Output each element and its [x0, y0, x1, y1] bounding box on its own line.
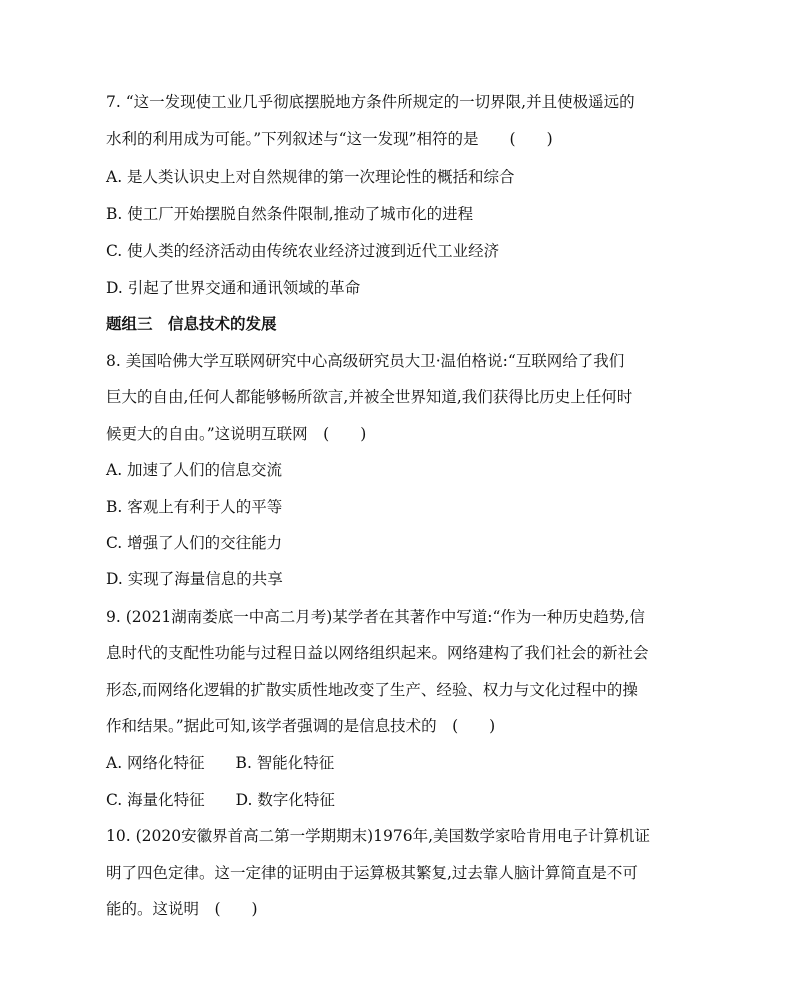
q9-stem-line1: 9. (2021湖南娄底一中高二月考)某学者在其著作中写道:“作为一种历史趋势,信	[106, 608, 645, 626]
q7-option-b: B. 使工厂开始摆脱自然条件限制,推动了城市化的进程	[106, 205, 474, 223]
q9-stem-line4: 作和结果。”据此可知,该学者强调的是信息技术的 ( )	[106, 717, 496, 735]
q9-options-row1: A. 网络化特征 B. 智能化特征	[106, 754, 335, 772]
q8-option-b: B. 客观上有利于人的平等	[106, 498, 283, 516]
q9-options-row2: C. 海量化特征 D. 数字化特征	[106, 791, 335, 809]
q8-option-d: D. 实现了海量信息的共享	[106, 570, 283, 588]
q8-stem-line2: 巨大的自由,任何人都能够畅所欲言,并被全世界知道,我们获得比历史上任何时	[106, 388, 633, 406]
q10-stem-line2: 明了四色定律。这一定律的证明由于运算极其繁复,过去靠人脑计算简直是不可	[106, 864, 638, 882]
q8-stem-line1: 8. 美国哈佛大学互联网研究中心高级研究员大卫·温伯格说:“互联网给了我们	[106, 352, 625, 370]
q7-option-c: C. 使人类的经济活动由传统农业经济过渡到近代工业经济	[106, 242, 500, 260]
q9-stem-line2: 息时代的支配性功能与过程日益以网络组织起来。网络建构了我们社会的新社会	[106, 644, 649, 662]
q9-stem-line3: 形态,而网络化逻辑的扩散实质性地改变了生产、经验、权力与文化过程中的操	[106, 681, 638, 699]
q8-stem-line3: 候更大的自由。”这说明互联网 ( )	[106, 425, 367, 443]
q7-stem-line1: 7. “这一发现使工业几乎彻底摆脱地方条件所规定的一切界限,并且使极遥远的	[106, 93, 635, 111]
q8-option-c: C. 增强了人们的交往能力	[106, 534, 283, 552]
q8-option-a: A. 加速了人们的信息交流	[106, 461, 283, 479]
q10-stem-line3: 能的。这说明 ( )	[106, 900, 258, 918]
q7-option-a: A. 是人类认识史上对自然规律的第一次理论性的概括和综合	[106, 168, 515, 186]
q7-option-d: D. 引起了世界交通和通讯领域的革命	[106, 279, 361, 297]
q7-stem-line2: 水利的利用成为可能。”下列叙述与“这一发现”相符的是 ( )	[106, 130, 553, 148]
section-heading: 题组三 信息技术的发展	[106, 315, 277, 333]
q10-stem-line1: 10. (2020安徽界首高二第一学期期末)1976年,美国数学家哈肯用电子计算机证	[106, 827, 650, 845]
